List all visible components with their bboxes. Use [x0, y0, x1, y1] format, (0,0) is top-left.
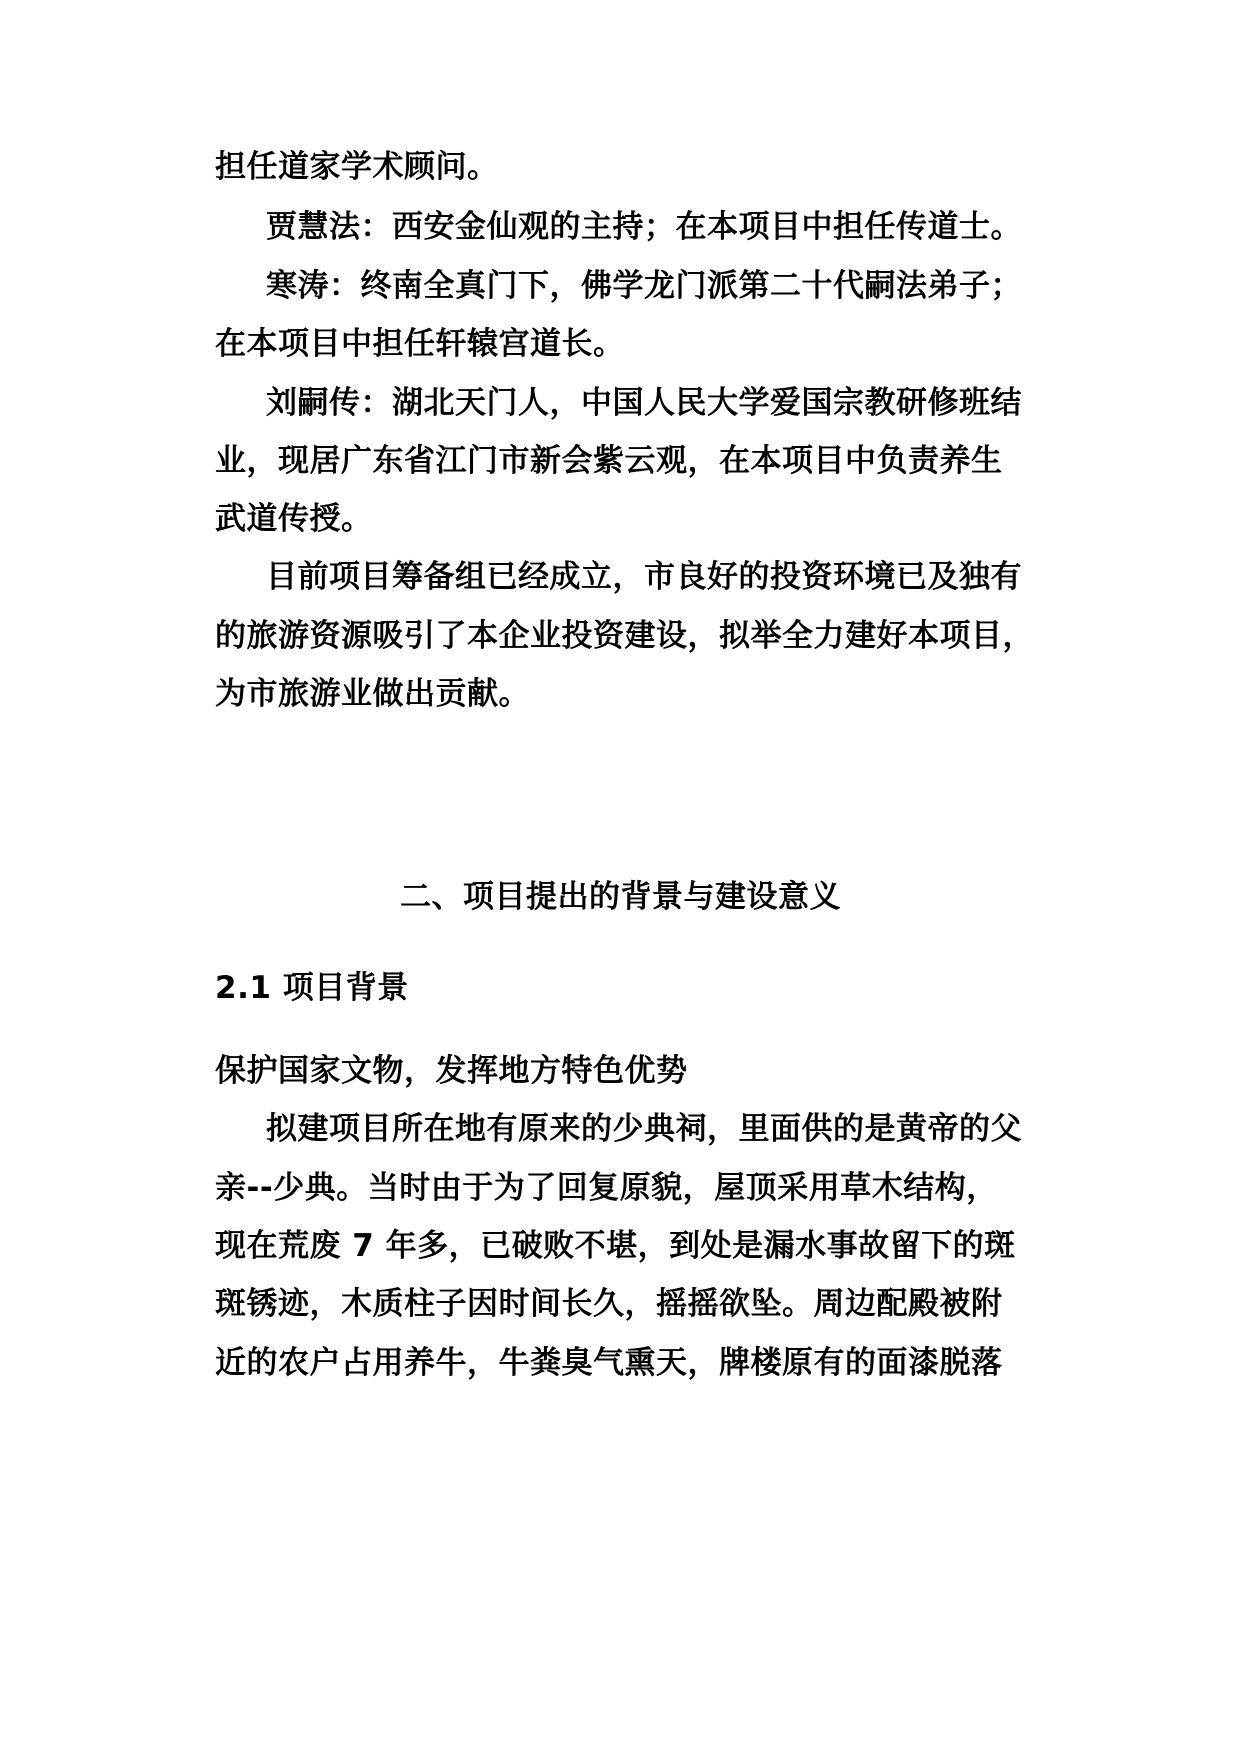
section-title: 二、项目提出的背景与建设意义 — [400, 879, 841, 915]
body-line-5: 近的农户占用养牛，牛粪臭气熏天，牌楼原有的面漆脱落 — [215, 1345, 1003, 1381]
topic-heading: 保护国家文物，发挥地方特色优势 — [215, 1053, 688, 1089]
closing-line-2: 的旅游资源吸引了本企业投资建设，拟举全力建好本项目， — [215, 618, 1034, 654]
person-liu-line-3: 武道传授。 — [215, 501, 373, 537]
body-line-3: 现在荒废 7 年多，已破败不堪，到处是漏水事故留下的斑 — [215, 1228, 1016, 1264]
body-line-4: 斑锈迹，木质柱子因时间长久，摇摇欲坠。周边配殿被附 — [215, 1286, 1003, 1322]
closing-line-3: 为市旅游业做出贡献。 — [215, 676, 530, 712]
body-line-2: 亲--少典。当时由于为了回复原貌，屋顶采用草木结构， — [215, 1170, 998, 1206]
continuation-line: 担任道家学术顾问。 — [215, 149, 499, 185]
person-han-line-2: 在本项目中担任轩辕宫道长。 — [215, 326, 625, 362]
person-han-line-1: 寒涛：终南全真门下，佛学龙门派第二十代嗣法弟子； — [266, 268, 1022, 304]
person-liu-line-1: 刘嗣传：湖北天门人，中国人民大学爱国宗教研修班结 — [266, 385, 1022, 421]
subsection-title: 2.1 项目背景 — [215, 970, 409, 1006]
person-jia-line-1: 贾慧法：西安金仙观的主持；在本项目中担任传道士。 — [266, 209, 1022, 245]
person-liu-line-2: 业，现居广东省江门市新会紫云观，在本项目中负责养生 — [215, 443, 1003, 479]
closing-line-1: 目前项目筹备组已经成立，市良好的投资环境已及独有 — [266, 559, 1022, 595]
body-line-1: 拟建项目所在地有原来的少典祠，里面供的是黄帝的父 — [266, 1111, 1022, 1147]
